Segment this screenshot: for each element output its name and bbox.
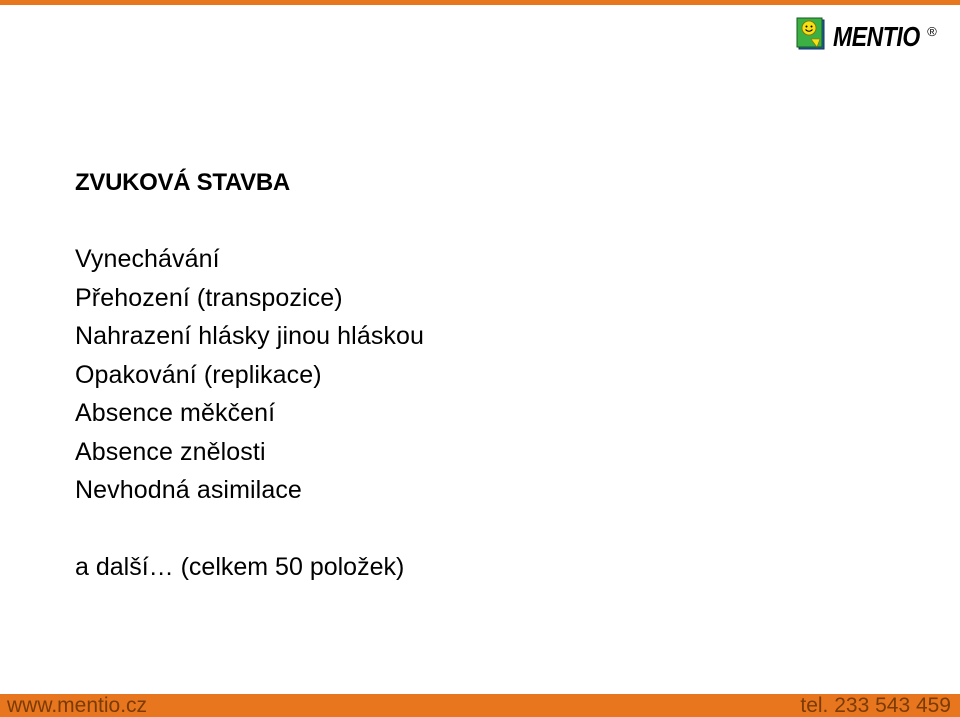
footer-website-link[interactable]: www.mentio.cz (7, 694, 148, 717)
registered-mark: ® (927, 24, 937, 39)
slide-title: ZVUKOVÁ STAVBA (75, 169, 290, 196)
list-item: Opakování (replikace) (75, 360, 322, 389)
smiley-book-icon (796, 17, 828, 51)
slide-content (75, 167, 424, 611)
list-item: Nevhodná asimilace (75, 476, 302, 504)
top-accent-bar (0, 0, 960, 5)
list-item: Nahrazení hlásky jinou hláskou (75, 322, 425, 350)
mentio-logo (796, 17, 946, 57)
footer-phone: tel. 233 543 459 (800, 694, 951, 717)
list-item: Vynechávání (75, 245, 220, 273)
item-list (75, 240, 424, 510)
list-item: Absence měkčení (75, 399, 276, 427)
list-item: Přehození (transpozice) (75, 283, 343, 312)
more-items-note: a další… (celkem 50 položek) (75, 552, 405, 581)
logo-wordmark: MENTIO (833, 21, 920, 52)
list-item: Absence znělosti (75, 437, 266, 466)
